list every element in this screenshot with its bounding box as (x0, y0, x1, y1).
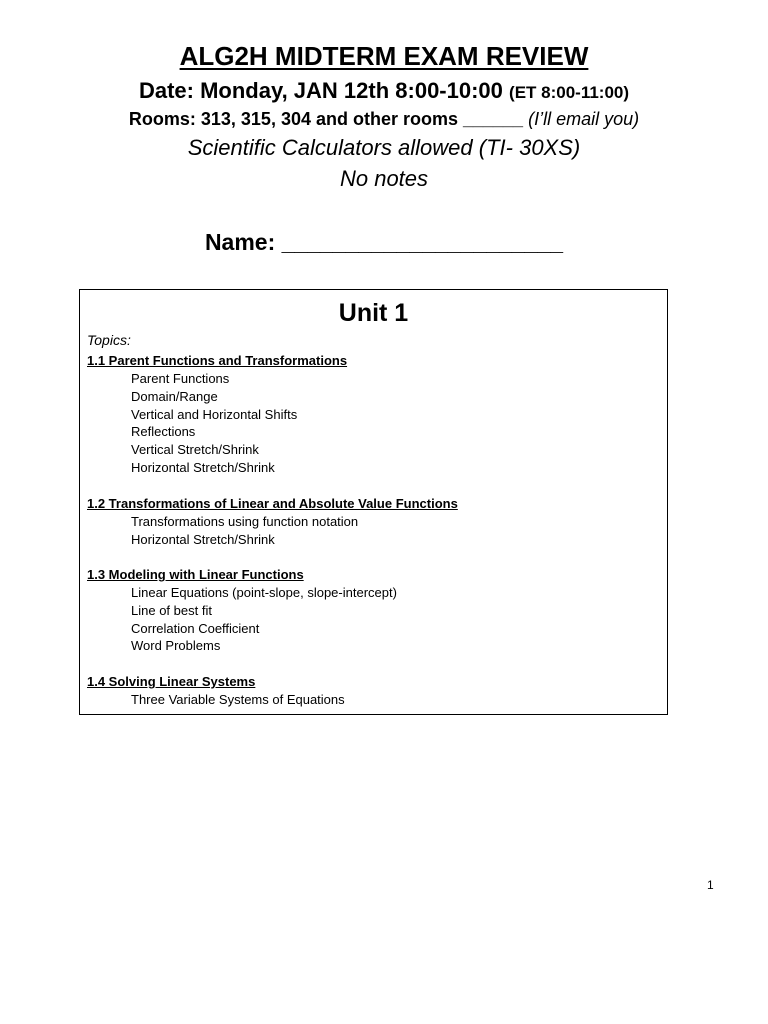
section-heading: 1.2 Transformations of Linear and Absolute Value Functions (87, 496, 458, 511)
topic-item: Linear Equations (point-slope, slope-intercept) (131, 585, 397, 600)
exam-rooms (0, 107, 768, 131)
topic-item: Vertical Stretch/Shrink (131, 442, 259, 458)
topic-item: Transformations using function notation (131, 514, 359, 529)
topic-item: Reflections (131, 424, 196, 440)
exam-rooms-note: (I’ll email you) (528, 109, 640, 129)
page-number: 1 (707, 878, 714, 892)
topic-item: Vertical and Horizontal Shifts (131, 406, 298, 422)
topic-item: Word Problems (131, 638, 221, 654)
section-heading: 1.3 Modeling with Linear Functions (87, 567, 304, 582)
section-heading: 1.4 Solving Linear Systems (87, 674, 256, 689)
document-title: ALG2H MIDTERM EXAM REVIEW (179, 41, 589, 71)
topic-item: Horizontal Stretch/Shrink (131, 531, 275, 547)
section-1-4 (87, 673, 345, 709)
section-1-3 (87, 566, 397, 655)
calculator-policy: Scientific Calculators allowed (TI- 30XS) (187, 135, 581, 160)
unit-1-box (79, 289, 668, 715)
topic-item: Three Variable Systems of Equations (131, 692, 345, 707)
topic-item: Horizontal Stretch/Shrink (131, 459, 275, 475)
exam-date-et: (ET 8:00-11:00) (509, 83, 630, 102)
topic-item: Parent Functions (131, 371, 230, 386)
topic-item: Line of best fit (131, 602, 212, 618)
topic-item: Correlation Coefficient (131, 620, 260, 636)
unit-title: Unit 1 (338, 299, 409, 327)
section-1-1 (87, 352, 347, 477)
name-field-label: Name: ______________________ (204, 229, 564, 255)
topic-item: Domain/Range (131, 388, 218, 404)
exam-date (0, 77, 768, 107)
topics-label: Topics: (87, 332, 131, 348)
notes-policy: No notes (339, 166, 429, 191)
exam-date-main: Date: Monday, JAN 12th 8:00-10:00 (138, 78, 503, 103)
section-1-2 (87, 495, 458, 549)
exam-rooms-main: Rooms: 313, 315, 304 and other rooms ______ (128, 109, 524, 129)
section-heading: 1.1 Parent Functions and Transformations (87, 353, 348, 368)
